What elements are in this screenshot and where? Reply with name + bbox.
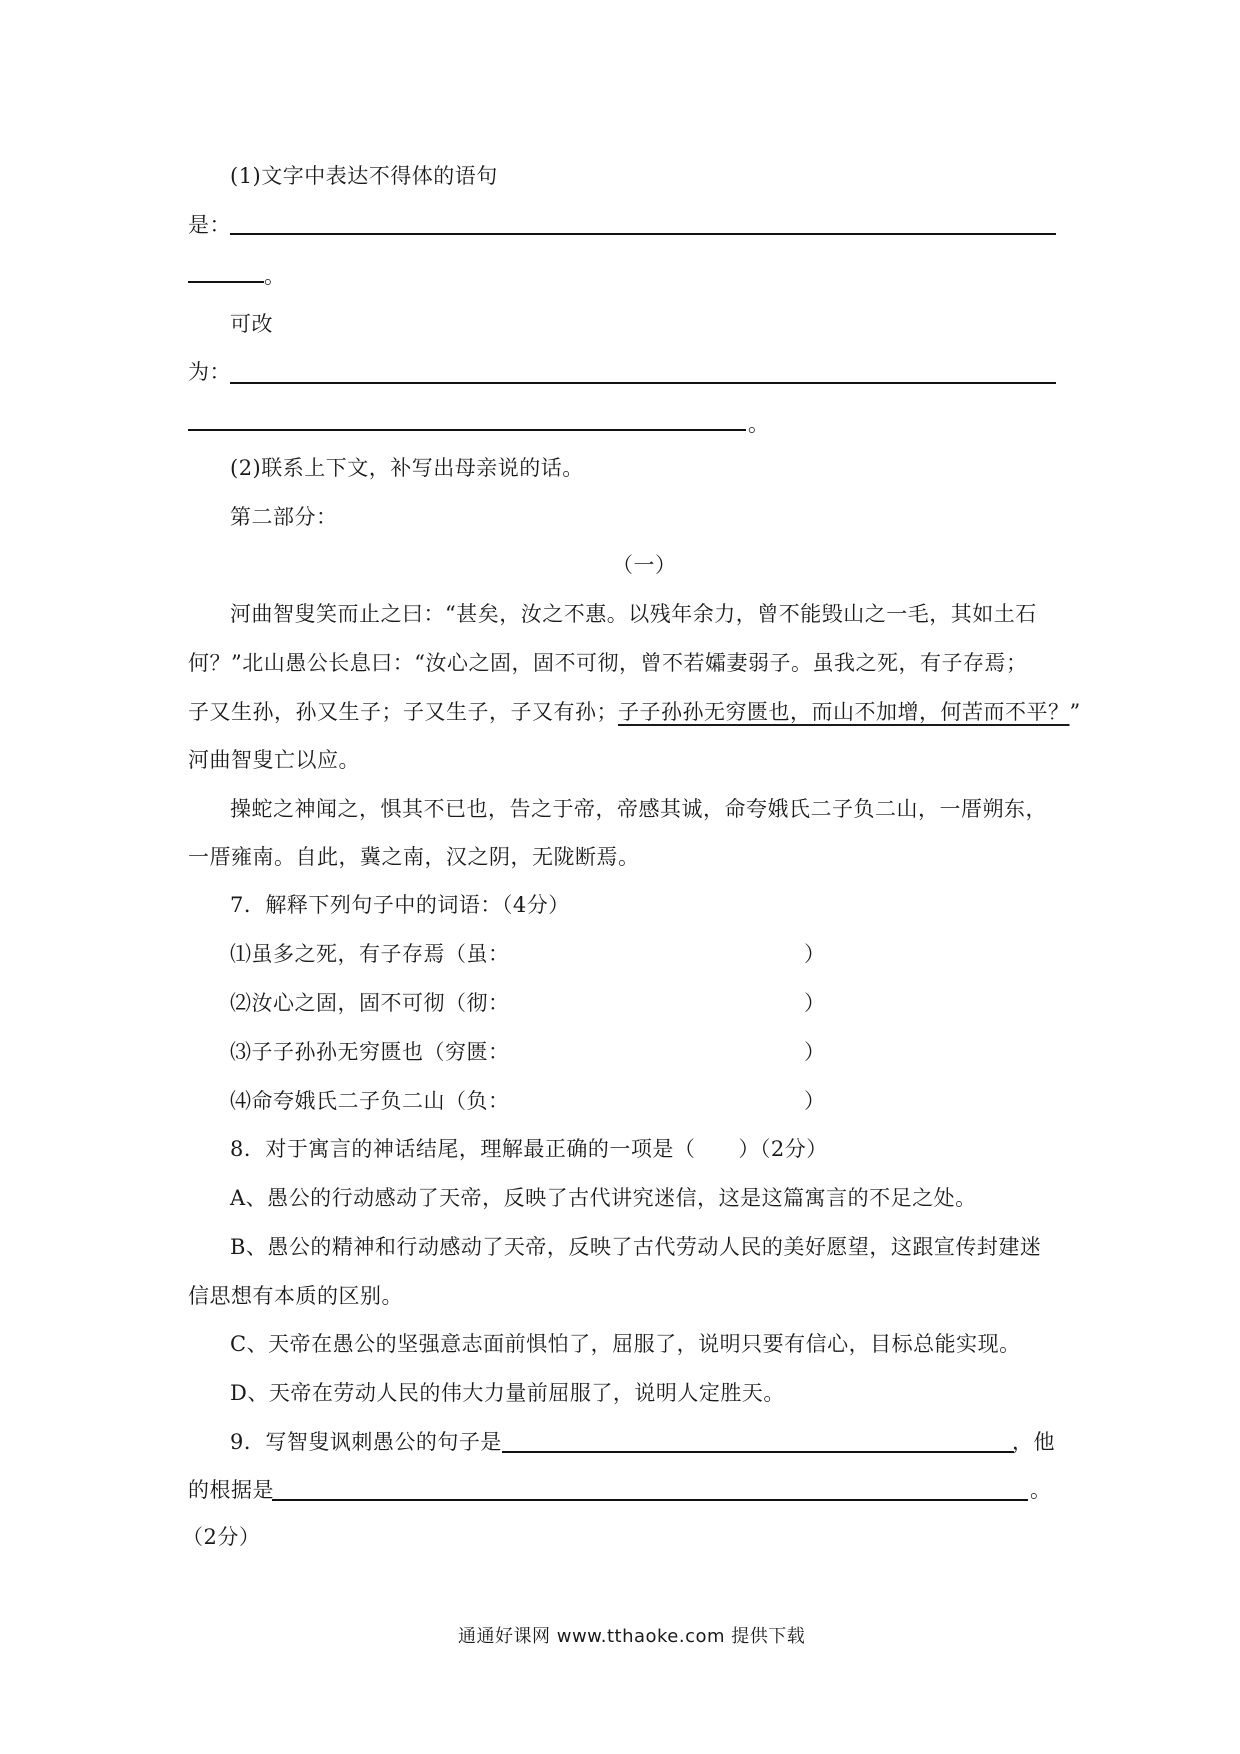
q9-sentence-blank[interactable] <box>502 1451 1014 1453</box>
q7-stem: 7．解释下列句子中的词语：（4分） <box>230 893 570 917</box>
passage-line <box>188 698 1081 726</box>
q7-item: ⑵汝心之固，固不可彻（彻： <box>230 991 510 1015</box>
q1-fix-prompt: 可改 <box>230 312 273 336</box>
q1-fix-period: 。 <box>748 412 770 436</box>
passage-line: 一厝雍南。自此，冀之南，汉之阴，无陇断焉。 <box>188 845 640 869</box>
passage-line: 操蛇之神闻之，惧其不已也，告之于帝，帝感其诚，命夸娥氏二子负二山，一厝朔东， <box>230 797 1047 821</box>
q8-option-b-cont: 信思想有本质的区别。 <box>188 1284 403 1308</box>
q1-fix-label: 为： <box>188 360 231 384</box>
page-footer: 通通好课网 www.tthaoke.com 提供下载 <box>458 1626 806 1647</box>
passage-line: 何？”北山愚公长息曰：“汝心之固，固不可彻，曾不若孀妻弱子。虽我之死，有子存焉； <box>188 651 1028 675</box>
q1-period: 。 <box>264 264 286 288</box>
q8-option-d: D、天帝在劳动人民的伟大力量前屈服了，说明人定胜天。 <box>230 1381 785 1405</box>
q1-prompt: (1)文字中表达不得体的语句 <box>230 164 498 188</box>
q7-item: ⑷命夸娥氏二子负二山（负： <box>230 1089 510 1113</box>
passage-text: 子又生孙，孙又生子；子又生子，子又有孙； <box>188 700 618 724</box>
q1-fix-blank[interactable] <box>230 382 1056 384</box>
q1-answer-blank-cont[interactable] <box>188 281 264 283</box>
q7-item: ⑶子子孙孙无穷匮也（穷匮： <box>230 1040 510 1064</box>
q8-option-c: C、天帝在愚公的坚强意志面前惧怕了，屈服了，说明只要有信心，目标总能实现。 <box>230 1332 1021 1356</box>
q7-item: ⑴虽多之死，有子存焉（虽： <box>230 942 510 966</box>
section-number: （一） <box>612 553 677 577</box>
passage-line: 河曲智叟亡以应。 <box>188 748 360 772</box>
q7-item-close: ） <box>804 1040 826 1064</box>
part2-heading: 第二部分： <box>230 505 338 529</box>
q9-period: 。 <box>1030 1478 1052 1502</box>
q9-mid: ，他 <box>1012 1430 1055 1454</box>
q7-item-close: ） <box>804 1089 826 1113</box>
q2-prompt: (2)联系上下文，补写出母亲说的话。 <box>230 456 584 480</box>
q8-stem: 8．对于寓言的神话结尾，理解最正确的一项是（ ）（2分） <box>230 1137 828 1161</box>
q7-item-close: ） <box>804 942 826 966</box>
q8-option-b: B、愚公的精神和行动感动了天帝，反映了古代劳动人民的美好愿望，这跟宣传封建迷 <box>230 1235 1042 1259</box>
q9-stem: 9．写智叟讽刺愚公的句子是 <box>230 1430 502 1454</box>
q7-item-close: ） <box>804 991 826 1015</box>
q1-answer-label: 是： <box>188 213 231 237</box>
q1-fix-blank-cont[interactable] <box>188 429 746 431</box>
q9-score: （2分） <box>182 1525 261 1549</box>
closing-quote: ” <box>1069 700 1081 724</box>
passage-line: 河曲智叟笑而止之曰：“甚矣，汝之不惠。以残年余力，曾不能毁山之一毛，其如土石 <box>230 602 1037 626</box>
q9-basis-label: 的根据是 <box>188 1478 274 1502</box>
q1-answer-blank[interactable] <box>230 233 1056 235</box>
q8-option-a: A、愚公的行动感动了天帝，反映了古代讲究迷信，这是这篇寓言的不足之处。 <box>230 1186 977 1210</box>
q9-basis-blank[interactable] <box>272 1499 1028 1501</box>
underlined-sentence: 子子孙孙无穷匮也，而山不加增，何苦而不平？ <box>618 700 1070 724</box>
